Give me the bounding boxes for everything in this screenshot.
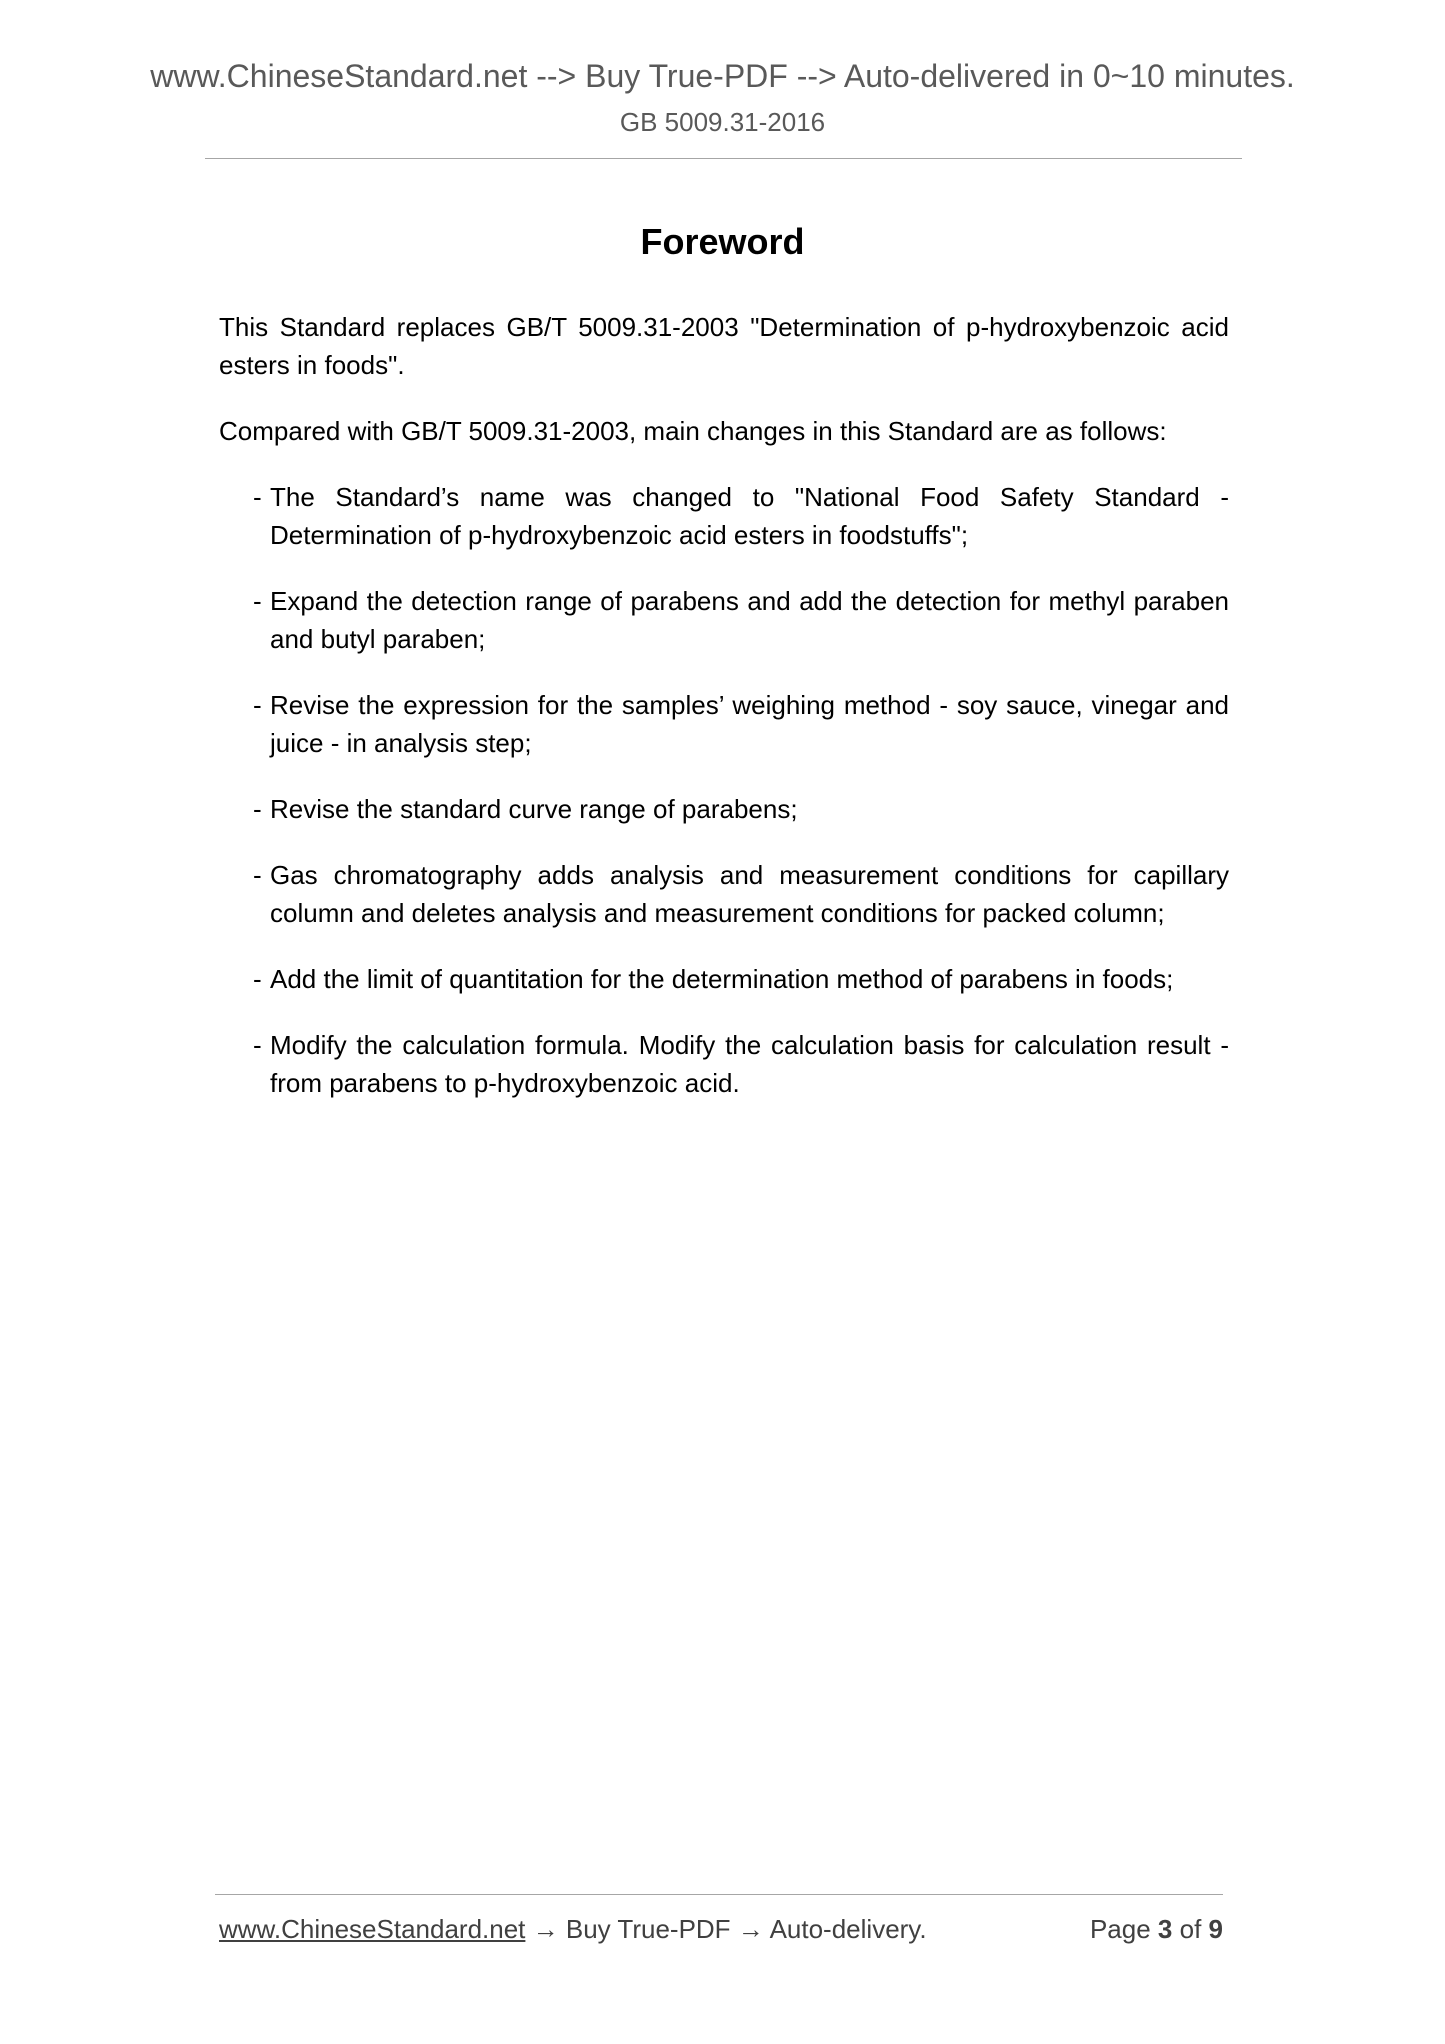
list-item-text: Add the limit of quantitation for the determination method of parabens in foods;: [270, 964, 1174, 994]
list-marker: -: [253, 1030, 262, 1060]
list-marker: -: [253, 964, 262, 994]
list-marker: -: [253, 690, 262, 720]
list-item-text: The Standard’s name was changed to "National Food Safety Standard - Determination of p-hydroxybenzoic acid esters in foodstuffs";: [270, 482, 1229, 550]
page-number: [1090, 1912, 1223, 1946]
list-item: [253, 960, 1229, 998]
list-item: [253, 686, 1229, 762]
list-marker: -: [253, 860, 262, 890]
list-item-text: Expand the detection range of parabens and add the detection for methyl paraben and butyl paraben;: [270, 586, 1229, 654]
page-total: 9: [1208, 1914, 1223, 1944]
list-marker: -: [253, 586, 262, 616]
list-item-text: Revise the expression for the samples’ weighing method - soy sauce, vinegar and juice - in analysis step;: [270, 690, 1229, 758]
footer-promo: [219, 1912, 927, 1946]
page-current: 3: [1157, 1914, 1173, 1944]
footer-divider: [215, 1894, 1223, 1895]
header-divider: [205, 158, 1242, 159]
list-item: [253, 582, 1229, 658]
changes-intro-paragraph: Compared with GB/T 5009.31-2003, main changes in this Standard are as follows:: [219, 416, 1167, 446]
list-item: [253, 856, 1229, 932]
standard-code: GB 5009.31-2016: [619, 107, 826, 137]
intro-paragraph: This Standard replaces GB/T 5009.31-2003 "Determination of p-hydroxybenzoic acid esters in foods".: [219, 312, 1229, 380]
list-item-text: Modify the calculation formula. Modify the calculation basis for calculation result - from parabens to p-hydroxybenzoic acid.: [270, 1030, 1229, 1098]
page-label: Page: [1089, 1914, 1151, 1944]
list-item: [253, 790, 1229, 828]
page-title: Foreword: [640, 221, 805, 262]
list-item: [253, 478, 1229, 554]
changes-list: [219, 478, 1229, 1102]
document-body: [219, 308, 1229, 1130]
footer-promo-text: → Buy True-PDF → Auto-delivery.: [525, 1914, 927, 1944]
header-banner: www.ChineseStandard.net --> Buy True-PDF --> Auto-delivered in 0~10 minutes.: [150, 58, 1295, 94]
list-marker: -: [253, 794, 262, 824]
list-item-text: Gas chromatography adds analysis and measurement conditions for capillary column and deletes analysis and measurement conditions for packed column;: [270, 860, 1229, 928]
list-item-text: Revise the standard curve range of parabens;: [270, 794, 798, 824]
page-of-label: of: [1179, 1914, 1202, 1944]
footer-site-link[interactable]: www.ChineseStandard.net: [219, 1914, 526, 1944]
list-item: [253, 1026, 1229, 1102]
list-marker: -: [253, 482, 262, 512]
